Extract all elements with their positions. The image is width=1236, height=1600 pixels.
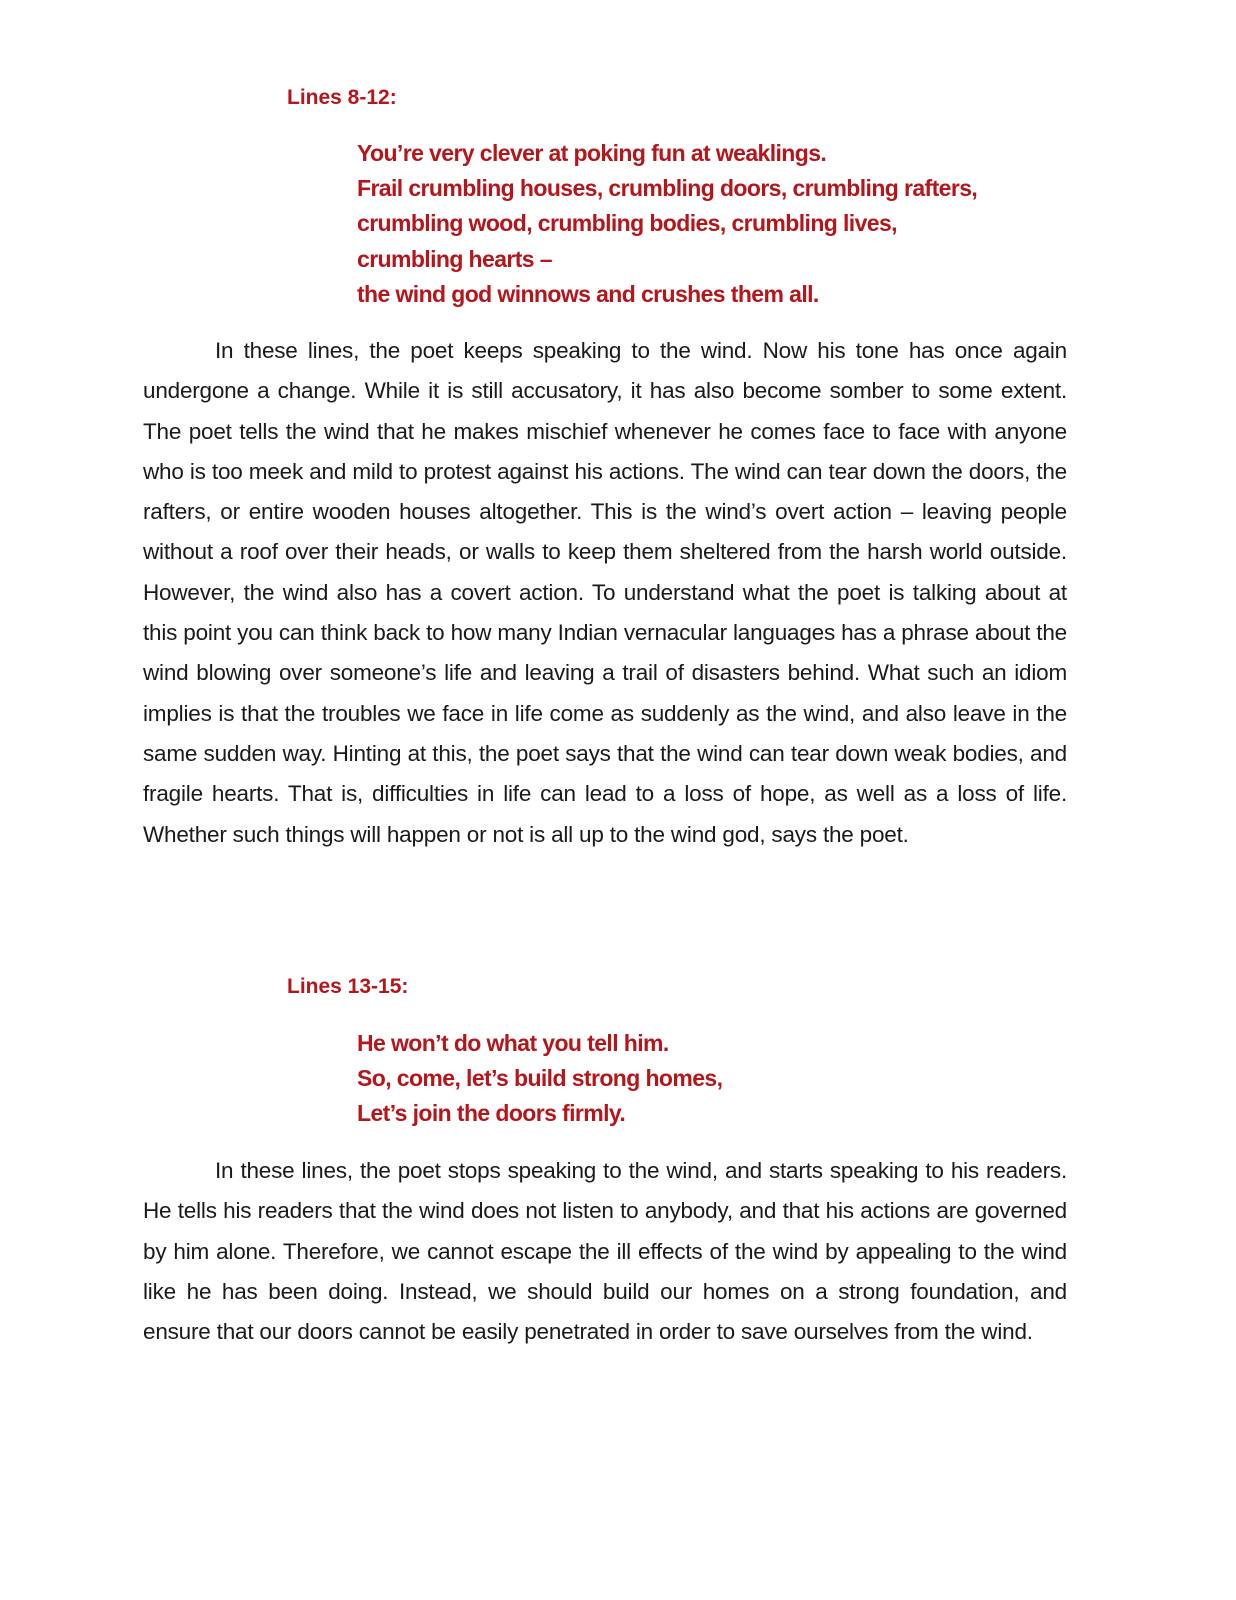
section-heading-lines-8-12: Lines 8-12: bbox=[287, 86, 397, 109]
verse-line: the wind god winnows and crushes them all. bbox=[357, 280, 819, 307]
verse-line: So, come, let’s build strong homes, bbox=[357, 1065, 723, 1092]
verse-line: crumbling hearts – bbox=[357, 245, 552, 272]
verse-block-lines-8-12 bbox=[357, 136, 977, 312]
verse-block-lines-13-15 bbox=[357, 1026, 722, 1132]
verse-line: crumbling wood, crumbling bodies, crumbling lives, bbox=[357, 210, 897, 237]
verse-line: Frail crumbling houses, crumbling doors, crumbling rafters, bbox=[357, 175, 978, 202]
verse-line: Let’s join the doors firmly. bbox=[357, 1100, 626, 1127]
verse-line: He won’t do what you tell him. bbox=[357, 1030, 669, 1056]
verse-line: You’re very clever at poking fun at weaklings. bbox=[357, 140, 827, 166]
section-heading-lines-13-15: Lines 13-15: bbox=[287, 975, 409, 998]
commentary-paragraph-lines-8-12: In these lines, the poet keeps speaking to the wind. Now his tone has once again undergone a change. While it is still accusatory, it has also become somber to some extent. The poet tells the wind that he makes mischief whenever he comes face to face with anyone who is too meek and mild to protest against his actions. The wind can tear down the doors, the rafters, or entire wooden houses altogether. This is the wind’s overt action – leaving people without a roof over their heads, or walls to keep them sheltered from the harsh world outside. However, the wind also has a covert action. To understand what the poet is talking about at this point you can think back to how many Indian vernacular languages has a phrase about the wind blowing over someone’s life and leaving a trail of disasters behind. What such an idiom implies is that the troubles we face in life come as suddenly as the wind, and also leave in the same sudden way. Hinting at this, the poet says that the wind can tear down weak bodies, and fragile hearts. That is, difficulties in life can lead to a loss of hope, as well as a loss of life. Whether such things will happen or not is all up to the wind god, says the poet. bbox=[143, 338, 1067, 847]
commentary-paragraph-lines-13-15: In these lines, the poet stops speaking to the wind, and starts speaking to his readers. He tells his readers that the wind does not listen to anybody, and that his actions are governed by him alone. Therefore, we cannot escape the ill effects of the wind by appealing to the wind like he has been doing. Instead, we should build our homes on a strong foundation, and ensure that our doors cannot be easily penetrated in order to save ourselves from the wind. bbox=[143, 1158, 1067, 1345]
